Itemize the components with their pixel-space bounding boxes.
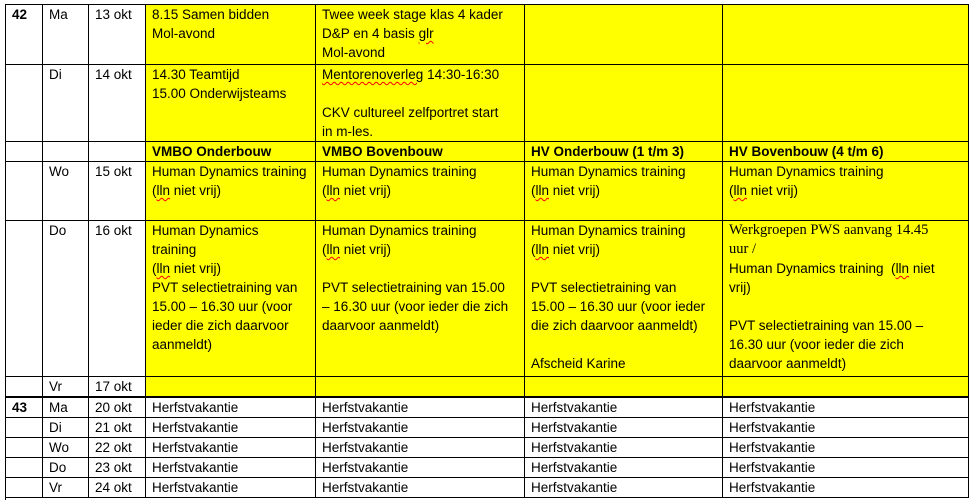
day-label: Wo <box>49 164 70 179</box>
vmbo-onderbouw-cell[interactable] <box>146 458 316 478</box>
hv-bovenbouw-cell[interactable] <box>723 221 969 377</box>
column-header-hv-onderbouw[interactable] <box>525 142 723 162</box>
blank-line <box>531 335 716 354</box>
week-number-cell[interactable] <box>6 5 43 65</box>
day-cell[interactable] <box>43 397 89 418</box>
schedule-table <box>5 4 969 498</box>
cell-line: (lln niet vrij) <box>152 183 222 198</box>
day-cell[interactable] <box>43 458 89 478</box>
week-number-cell[interactable] <box>6 458 43 478</box>
date-label: 15 okt <box>95 164 132 179</box>
hv-onderbouw-cell[interactable] <box>525 397 723 418</box>
cell-line: Human Dynamics training <box>322 164 477 179</box>
spellcheck-flag: glr <box>418 26 434 41</box>
cell-line: 15.00 Onderwijsteams <box>152 86 287 101</box>
vmbo-onderbouw-cell[interactable] <box>146 5 316 65</box>
vmbo-onderbouw-cell[interactable] <box>146 65 316 142</box>
vmbo-bovenbouw-cell[interactable] <box>316 458 525 478</box>
cell-line: aanmeldt) <box>152 337 213 352</box>
cell-line: Twee week stage klas 4 kader <box>322 7 503 22</box>
spellcheck-flag: lln <box>895 261 910 276</box>
cell-line: daarvoor aanmeldt) <box>729 356 847 371</box>
week-number-cell[interactable] <box>6 65 43 142</box>
vmbo-onderbouw-cell[interactable] <box>146 438 316 458</box>
hv-bovenbouw-cell[interactable] <box>723 5 969 65</box>
spellcheck-flag: lln <box>156 183 171 198</box>
hv-bovenbouw-cell[interactable] <box>723 397 969 418</box>
cell-line: PVT selectietraining van <box>531 280 677 295</box>
date-cell[interactable] <box>89 5 146 65</box>
cell-line: Herfstvakantie <box>152 440 239 455</box>
vmbo-bovenbouw-cell[interactable] <box>316 5 525 65</box>
cell-line: Human Dynamics training (lln niet <box>729 261 935 276</box>
blank-line <box>322 259 518 278</box>
cell-line: – 16.30 uur (voor ieder die zich <box>322 299 509 314</box>
cell-line: D&P en 4 basis glr <box>322 26 434 41</box>
cell-line: 15.00 – 16.30 uur (voor ieder <box>531 299 706 314</box>
day-label: Di <box>49 420 62 435</box>
schedule-row <box>6 221 969 377</box>
date-label: 21 okt <box>95 420 132 435</box>
cell-line: PVT selectietraining van 15.00 – <box>729 318 924 333</box>
column-header-label: VMBO Onderbouw <box>152 144 272 159</box>
spellcheck-flag: Mentorenoverleg <box>322 67 424 82</box>
schedule-row <box>6 65 969 142</box>
vmbo-onderbouw-cell[interactable] <box>146 418 316 438</box>
date-label: 20 okt <box>95 400 132 415</box>
cell-line: Herfstvakantie <box>729 420 816 435</box>
cell-line: Herfstvakantie <box>729 480 816 495</box>
column-header-vmbo-onderbouw[interactable] <box>146 142 316 162</box>
day-cell[interactable] <box>43 162 89 221</box>
week-number-cell[interactable] <box>6 221 43 377</box>
date-label: 22 okt <box>95 440 132 455</box>
week-number-cell[interactable] <box>6 438 43 458</box>
column-header-label: HV Bovenbouw (4 t/m 6) <box>729 144 884 159</box>
schedule-row <box>6 162 969 221</box>
date-cell[interactable] <box>89 162 146 221</box>
hv-bovenbouw-cell[interactable] <box>723 377 969 398</box>
vmbo-bovenbouw-cell[interactable] <box>316 221 525 377</box>
vmbo-onderbouw-cell[interactable] <box>146 478 316 498</box>
day-cell[interactable] <box>43 478 89 498</box>
cell-line: Mol-avond <box>322 45 386 60</box>
hv-bovenbouw-cell[interactable] <box>723 458 969 478</box>
vmbo-bovenbouw-cell[interactable] <box>316 377 525 398</box>
cell-line: vrij) <box>729 280 751 295</box>
vmbo-bovenbouw-cell[interactable] <box>316 478 525 498</box>
week-number-cell[interactable] <box>6 418 43 438</box>
cell-line: ieder die zich daarvoor <box>152 318 289 333</box>
day-cell[interactable] <box>43 65 89 142</box>
schedule-row <box>6 458 969 478</box>
cell-line: Human Dynamics training <box>729 164 884 179</box>
vmbo-onderbouw-cell[interactable] <box>146 397 316 418</box>
schedule-body <box>6 5 969 498</box>
column-header-hv-bovenbouw[interactable] <box>723 142 969 162</box>
day-cell[interactable] <box>43 438 89 458</box>
cell-line: (lln niet vrij) <box>729 183 799 198</box>
cell-line: (lln niet vrij) <box>531 183 601 198</box>
column-header-vmbo-bovenbouw[interactable] <box>316 142 525 162</box>
cell-line: Human Dynamics <box>152 223 259 238</box>
cell-line: Herfstvakantie <box>152 460 239 475</box>
hv-onderbouw-cell[interactable] <box>525 458 723 478</box>
date-label: 17 okt <box>95 379 132 394</box>
date-cell[interactable] <box>89 65 146 142</box>
section-header-row <box>6 142 969 162</box>
hv-bovenbouw-cell[interactable] <box>723 418 969 438</box>
cell-line: Herfstvakantie <box>531 400 618 415</box>
hv-onderbouw-cell[interactable] <box>525 438 723 458</box>
day-cell[interactable] <box>43 377 89 398</box>
cell-line: Mentorenoverleg 14:30-16:30 <box>322 67 500 82</box>
week-number-cell[interactable] <box>6 162 43 221</box>
cell-line: Herfstvakantie <box>322 460 409 475</box>
cell-line: Herfstvakantie <box>322 480 409 495</box>
date-label: 24 okt <box>95 480 132 495</box>
date-cell[interactable] <box>89 438 146 458</box>
cell-line: CKV cultureel zelfportret start <box>322 105 499 120</box>
blank-line <box>531 259 716 278</box>
date-cell[interactable] <box>89 142 146 162</box>
cell-line: Herfstvakantie <box>729 460 816 475</box>
date-cell[interactable] <box>89 418 146 438</box>
day-label: Ma <box>49 400 68 415</box>
date-label: 14 okt <box>95 67 132 82</box>
hv-onderbouw-cell[interactable] <box>525 377 723 398</box>
spellcheck-flag: lln <box>535 242 550 257</box>
date-cell[interactable] <box>89 397 146 418</box>
cell-line: Afscheid Karine <box>531 356 626 371</box>
cell-line: Herfstvakantie <box>322 400 409 415</box>
cell-line: Herfstvakantie <box>322 440 409 455</box>
spellcheck-flag: lln <box>733 183 748 198</box>
cell-line: Herfstvakantie <box>729 400 816 415</box>
week-number-cell[interactable] <box>6 478 43 498</box>
vmbo-bovenbouw-cell[interactable] <box>316 438 525 458</box>
cell-line: Human Dynamics training <box>531 223 686 238</box>
cell-line: Herfstvakantie <box>152 400 239 415</box>
hv-bovenbouw-cell[interactable] <box>723 65 969 142</box>
schedule-row <box>6 418 969 438</box>
cell-line: Herfstvakantie <box>531 460 618 475</box>
cell-line: 15.00 – 16.30 uur (voor <box>152 299 293 314</box>
date-cell[interactable] <box>89 458 146 478</box>
week-number-cell[interactable] <box>6 397 43 418</box>
column-header-label: HV Onderbouw (1 t/m 3) <box>531 144 685 159</box>
day-cell[interactable] <box>43 221 89 377</box>
day-label: Vr <box>49 480 62 495</box>
vmbo-bovenbouw-cell[interactable] <box>316 397 525 418</box>
cell-line: Werkgroepen PWS aanvang 14.45 <box>729 222 929 238</box>
cell-line: 14.30 Teamtijd <box>152 67 240 82</box>
cell-line: (lln niet vrij) <box>531 242 601 257</box>
date-label: 16 okt <box>95 223 132 238</box>
day-label: Vr <box>49 379 62 394</box>
vmbo-onderbouw-cell[interactable] <box>146 221 316 377</box>
cell-line: (lln niet vrij) <box>322 183 392 198</box>
cell-line: Human Dynamics training <box>322 223 477 238</box>
column-header-label: VMBO Bovenbouw <box>322 144 443 159</box>
cell-line: Herfstvakantie <box>531 480 618 495</box>
cell-line: PVT selectietraining van <box>152 280 298 295</box>
cell-line: 8.15 Samen bidden <box>152 7 270 22</box>
hv-bovenbouw-cell[interactable] <box>723 438 969 458</box>
blank-line <box>322 84 518 103</box>
day-cell[interactable] <box>43 418 89 438</box>
hv-onderbouw-cell[interactable] <box>525 162 723 221</box>
date-cell[interactable] <box>89 478 146 498</box>
vmbo-onderbouw-cell[interactable] <box>146 162 316 221</box>
hv-onderbouw-cell[interactable] <box>525 478 723 498</box>
hv-onderbouw-cell[interactable] <box>525 418 723 438</box>
hv-bovenbouw-cell[interactable] <box>723 478 969 498</box>
cell-line: Herfstvakantie <box>322 420 409 435</box>
cell-line: training <box>152 242 197 257</box>
hv-onderbouw-cell[interactable] <box>525 221 723 377</box>
vmbo-onderbouw-cell[interactable] <box>146 377 316 398</box>
day-cell[interactable] <box>43 5 89 65</box>
schedule-row <box>6 478 969 498</box>
date-cell[interactable] <box>89 377 146 398</box>
date-label: 23 okt <box>95 460 132 475</box>
cell-line: Herfstvakantie <box>531 420 618 435</box>
week-number-cell[interactable] <box>6 142 43 162</box>
schedule-row <box>6 377 969 398</box>
cell-line: Herfstvakantie <box>729 440 816 455</box>
vmbo-bovenbouw-cell[interactable] <box>316 418 525 438</box>
hv-onderbouw-cell[interactable] <box>525 5 723 65</box>
week-number-cell[interactable] <box>6 377 43 398</box>
schedule-row <box>6 438 969 458</box>
spellcheck-flag: lln <box>535 183 550 198</box>
cell-line: (lln niet vrij) <box>322 242 392 257</box>
spellcheck-flag: lln <box>326 183 341 198</box>
schedule-row <box>6 5 969 65</box>
cell-line: Mol-avond <box>152 26 216 41</box>
cell-line: Human Dynamics training <box>152 164 307 179</box>
day-label: Ma <box>49 7 68 22</box>
cell-line: Herfstvakantie <box>531 440 618 455</box>
cell-line: PVT selectietraining van 15.00 <box>322 280 505 295</box>
spellcheck-flag: lln <box>326 242 341 257</box>
cell-line: Herfstvakantie <box>152 480 239 495</box>
day-label: Wo <box>49 440 70 455</box>
vmbo-bovenbouw-cell[interactable] <box>316 162 525 221</box>
cell-line: daarvoor aanmeldt) <box>322 318 440 333</box>
cell-line: die zich daarvoor aanmeldt) <box>531 318 698 333</box>
vmbo-bovenbouw-cell[interactable] <box>316 65 525 142</box>
schedule-row <box>6 397 969 418</box>
date-label: 13 okt <box>95 7 132 22</box>
cell-line: Herfstvakantie <box>152 420 239 435</box>
cell-line: Human Dynamics training <box>531 164 686 179</box>
blank-line <box>729 297 962 316</box>
hv-bovenbouw-cell[interactable] <box>723 162 969 221</box>
cell-line: uur / <box>729 241 756 257</box>
spellcheck-flag: lln <box>156 261 171 276</box>
day-label: Di <box>49 67 62 82</box>
hv-onderbouw-cell[interactable] <box>525 65 723 142</box>
date-cell[interactable] <box>89 221 146 377</box>
day-cell[interactable] <box>43 142 89 162</box>
cell-line: in m-les. <box>322 124 374 139</box>
week-number: 42 <box>12 7 28 22</box>
day-label: Do <box>49 460 67 475</box>
cell-line: (lln niet vrij) <box>152 261 222 276</box>
day-label: Do <box>49 223 67 238</box>
cell-line: 16.30 uur (voor ieder die zich <box>729 337 904 352</box>
week-number: 43 <box>12 400 28 415</box>
